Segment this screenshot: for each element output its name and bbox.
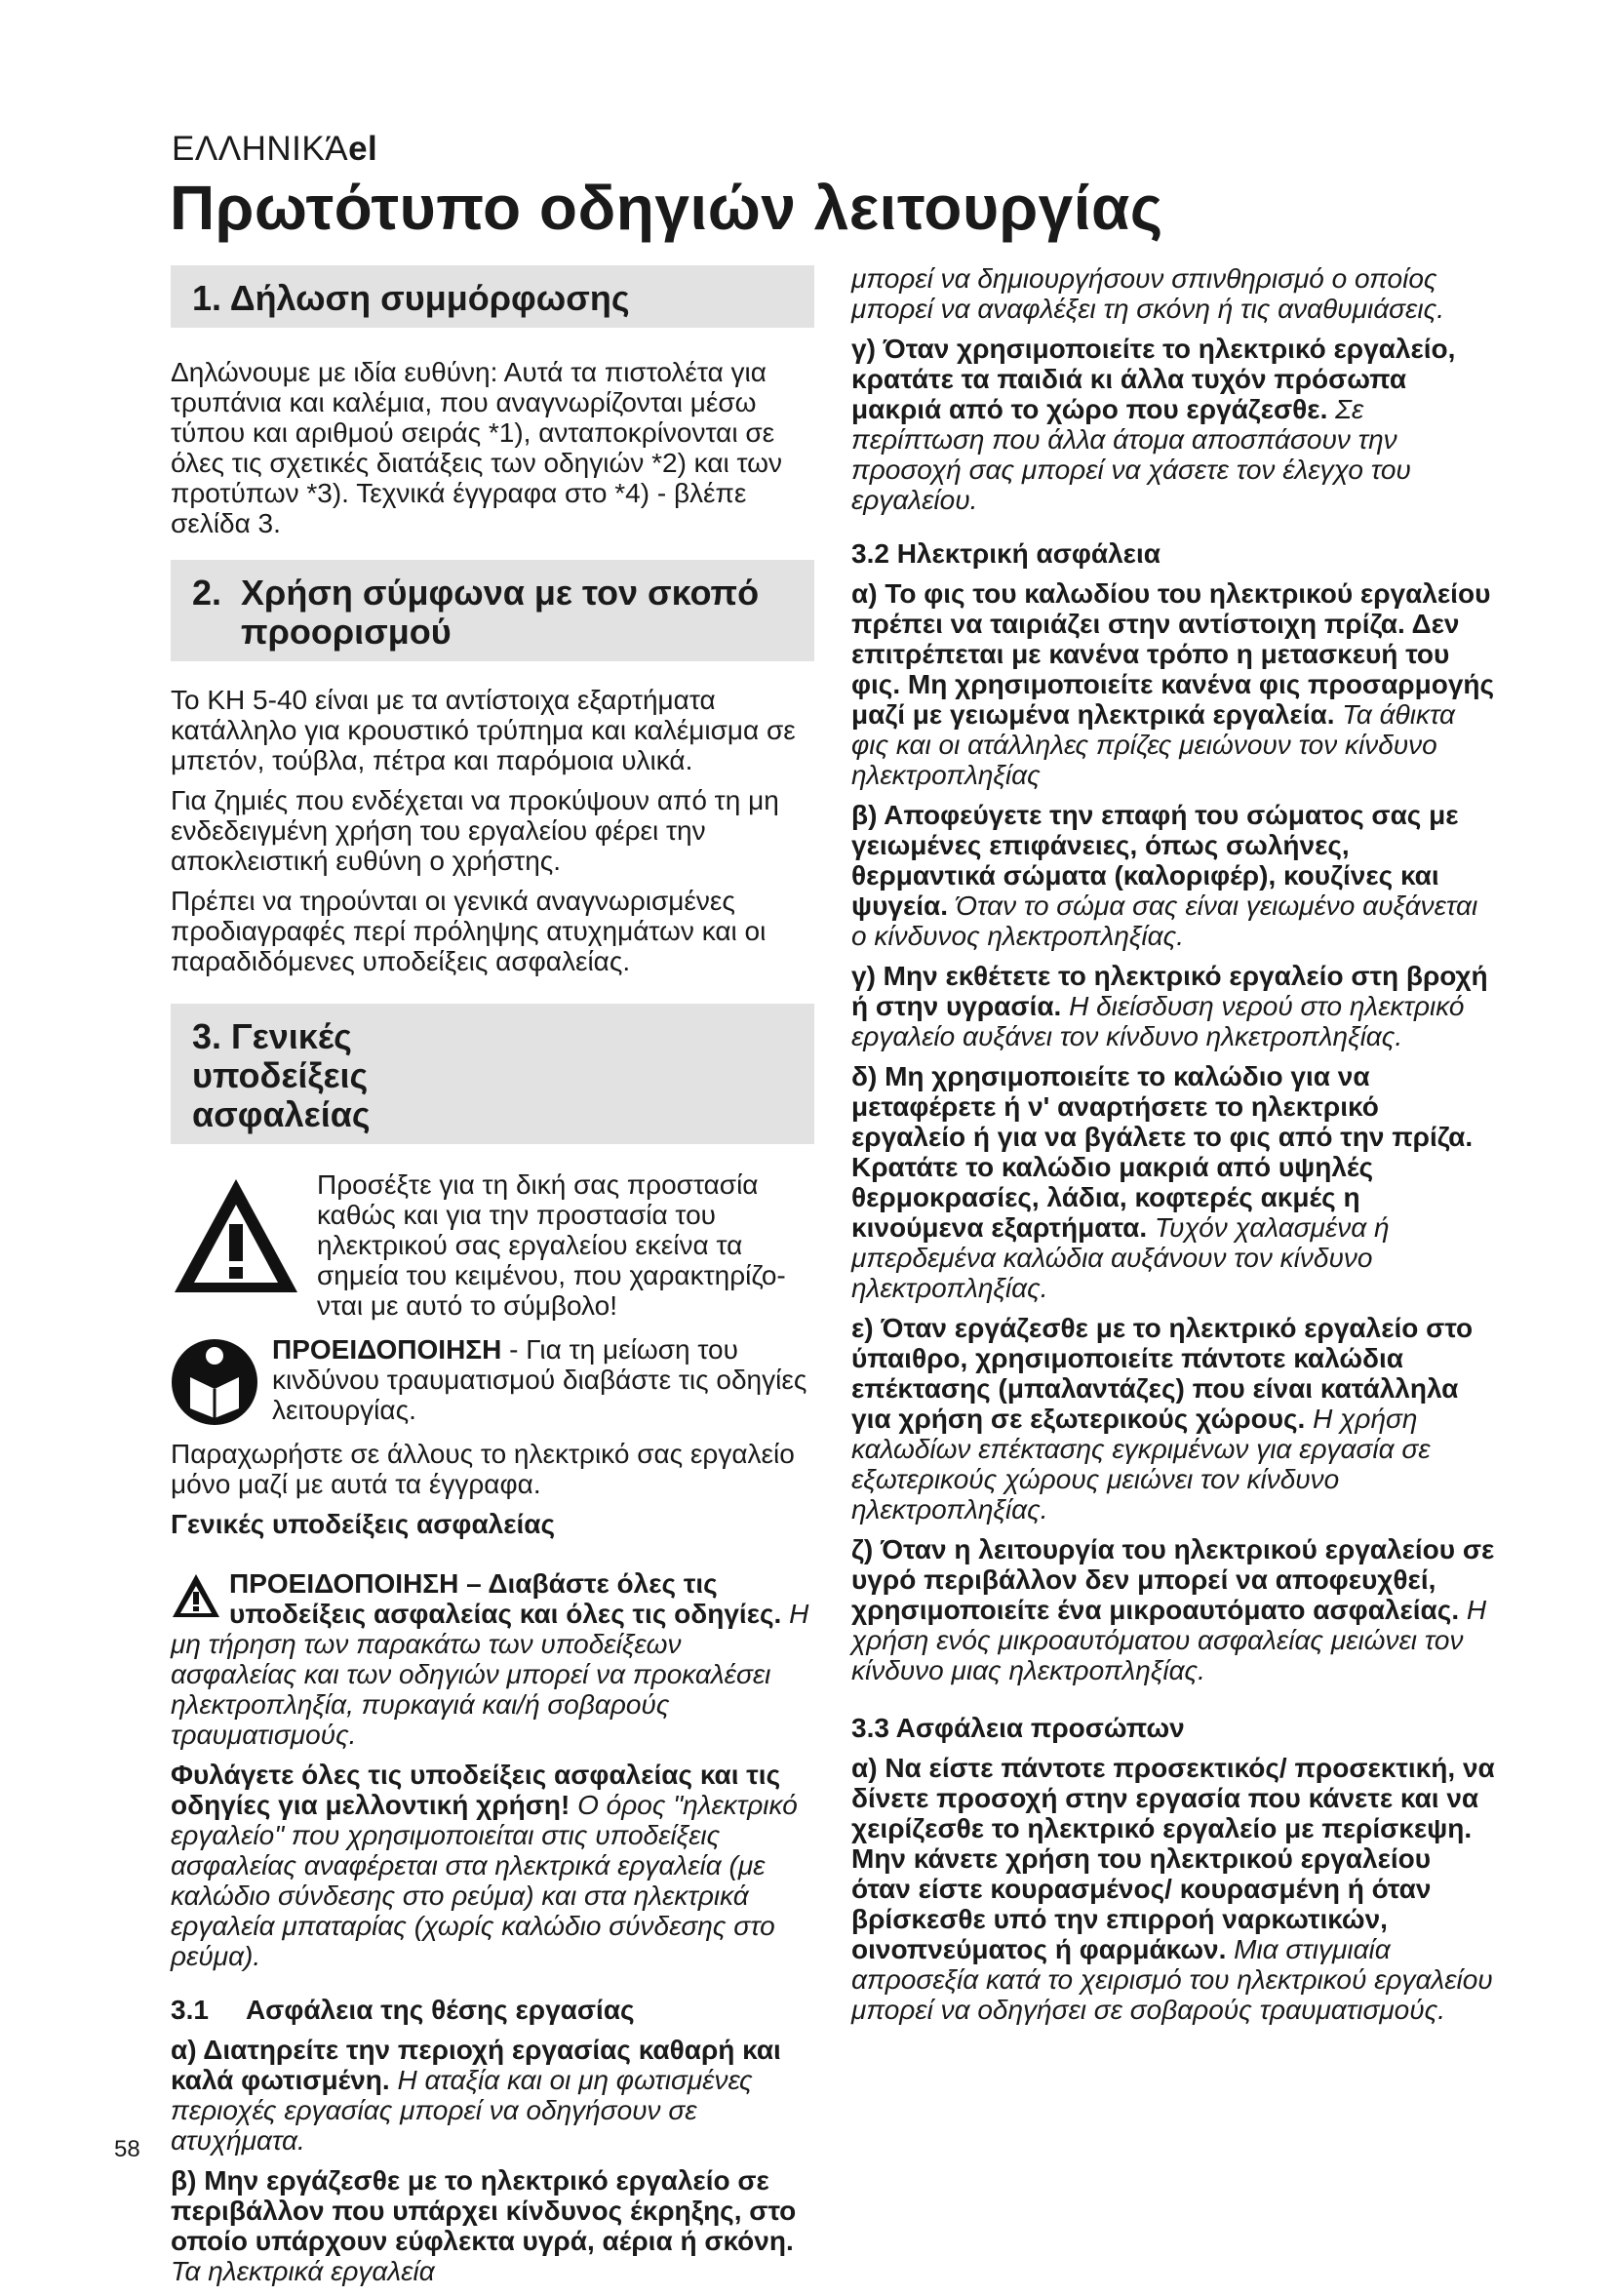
section-3-3-heading: 3.3 Ασφάλεια προσώπων	[851, 1713, 1185, 1743]
electric-a-italic: Τα άθικτα φις και οι ατάλληλες πρίζες μειώνουν τον κίνδυνο ηλεκτροπληξίας	[851, 699, 1456, 790]
section-3-2-heading: 3.2 Ηλεκτρική ασφάλεια	[851, 538, 1161, 569]
keep-instructions	[171, 1760, 814, 1971]
electric-a-bold: α) Το φις του καλωδίου του ηλεκτρικού εργαλείου πρέπει να ταιριάζει στην αντίστοιχη πρίζα. Δεν επιτρέπεται με κανένα τρόπο η μετασκευή του φις. Μη χρησιμοποιείτε κανένα φις προσαρμογής μαζί με γειωμένα ηλεκτρικά εργαλεία.	[851, 578, 1495, 730]
read-all-warning	[171, 1568, 814, 1750]
work-area-b	[171, 2165, 814, 2286]
personal-a	[851, 1753, 1495, 2025]
read-manual-text	[171, 1334, 814, 1425]
personal-a-bold: α) Να είστε πάντοτε προσεκτικός/ προσεκτική, να δίνετε προσοχή στην εργασία που κάνετε και να χειρίζεσθε το ηλεκτρικό εργαλείο με περίσκεψη. Μην κάνετε χρήση του ηλεκτρικού εργαλείου όταν είστε κουρασμένος/ κουρασμένη ή όταν βρίσκεσθε υπό την επιρροή ναρκωτικών, οινοπνεύματος ή φαρμάκων.	[851, 1753, 1495, 1964]
read-manual-warning	[171, 1334, 814, 1435]
pass-on-text: Παραχωρήστε σε άλλους το ηλεκτρικό σας εργαλείο μόνο μαζί με αυτά τα έγγραφα.	[171, 1439, 795, 1499]
general-safety-heading: Γενικές υποδείξεις ασφαλείας	[171, 1509, 556, 1539]
electric-b-italic: Όταν το σώμα σας είναι γειωμένο αυξάνεται ο κίνδυνος ηλεκτροπληξίας.	[851, 891, 1478, 951]
work-area-a	[171, 2035, 814, 2156]
section-1-heading: 1. Δήλωση συμμόρφωσης	[171, 265, 814, 328]
electric-g-bold: γ) Μην εκθέτετε το ηλεκτρικό εργαλείο στη βροχή ή στην υγρασία.	[851, 961, 1488, 1021]
section-2-number: 2.	[192, 573, 222, 613]
page-number: 58	[114, 2136, 140, 2162]
work-area-g-italic: Σε περίπτωση που άλλα άτομα αποσπάσουν την προσοχή σας μπορεί να χάσετε τον έλεγχο του εργαλείου.	[851, 394, 1411, 515]
small-warning-triangle-icon	[171, 1572, 221, 1619]
electric-d-bold: δ) Μη χρησιμοποιείτε το καλώδιο για να μεταφέρετε ή ν' αναρτήσετε το ηλεκτρικό εργαλείο ή για να βγάλετε το φις από την πρίζα. Κρατάτε το καλώδιο μακριά από υψηλές θερμοκρασίες, λάδια, κοφτερές ακμές η κινούμενα εξαρτήματα.	[851, 1061, 1474, 1243]
electric-b-bold: β) Αποφεύγετε την επαφή του σώματος σας με γειωμένες επιφάνειες, όπως σωλήνες, θερμαντικά σώματα (καλοριφέρ), κουζίνες και ψυγεία.	[851, 800, 1459, 921]
work-area-b-bold: β) Μην εργάζεσθε με το ηλεκτρικό εργαλείο σε περιβάλλον που υπάρχει κίνδυνος έκρηξης, στο οποίο υπάρχουν εύφλεκτα υγρά, αέρια ή σκόνη.	[171, 2165, 797, 2256]
electric-b	[851, 800, 1495, 951]
symbol-explanation	[171, 1169, 814, 1330]
electric-z-bold: ζ) Όταν η λειτουργία του ηλεκτρικού εργαλείου σε υγρό περιβάλλον δεν μπορεί να αποφευχθεί, χρησιμοποιείτε ένα μικροαυτόματο ασφαλείας.	[851, 1534, 1495, 1625]
keep-italic: Ο όρος "ηλεκτρικό εργαλείο" που χρησιμοποιείται στις υποδείξεις ασφαλείας αναφέρεται στα ηλεκτρικά εργαλεία (με καλώδιο σύνδεσης στο ρεύμα) και στα ηλεκτρικά εργαλεία μπαταρίας (χωρίς καλώδιο σύνδεσης στο ρεύμα).	[171, 1790, 798, 1971]
section-1-body: Δηλώνουμε με ιδία ευθύνη: Αυτά τα πιστολέτα για τρυπάνια και καλέμια, που αναγνωρίζονται μέσω τύπου και αριθμού σειράς *1), ανταποκρίνονται σε όλες τις σχετικές διατάξεις των οδηγιών *2) και των προτύπων *3). Τεχνικά έγγραφα στο *4) - βλέπε σελίδα 3.	[171, 357, 783, 538]
read-all-italic: Η μη τήρηση των παρακάτω των υποδείξεων ασφαλείας και των οδηγιών μπορεί να προκαλέσει ηλεκτροπληξία, πυρκαγιά και/ή σοβαρούς τραυματισμούς.	[171, 1599, 809, 1750]
section-2-para-2: Για ζημιές που ενδέχεται να προκύψουν από τη μη ενδεδειγμένη χρήση του εργαλείου φέρει την αποκλειστική ευθύνη ο χρήστης.	[171, 785, 779, 876]
section-2-para-3: Πρέπει να τηρούνται οι γενικά αναγνωρισμένες προδιαγραφές περί πρόληψης ατυχημάτων και οι παραδιδόμενες υποδείξεις ασφαλείας.	[171, 886, 767, 976]
electric-a	[851, 578, 1495, 790]
section-3-1-number: 3.1	[171, 1995, 209, 2025]
electric-d-italic: Τυχόν χαλασμένα ή μπερδεμένα καλώδια αυξάνουν τον κίνδυνο ηλεκτροπληξίας.	[851, 1212, 1390, 1303]
warning-triangle-icon	[171, 1175, 305, 1298]
work-area-g	[851, 334, 1495, 515]
read-all-text	[171, 1568, 814, 1750]
electric-d	[851, 1061, 1495, 1303]
electric-z	[851, 1534, 1495, 1685]
language-label: ΕΛΛΗΝΙΚΆel	[172, 130, 378, 168]
work-area-a-italic: Η αταξία και οι μη φωτισμένες περιοχές εργασίας μπορεί να οδηγήσουν σε ατυχήματα.	[171, 2065, 753, 2156]
section-2-heading	[171, 560, 814, 661]
warning-text: - Για τη μείωση του κινδύνου τραυματισμού διαβάστε τις οδηγίες λειτουργίας.	[272, 1334, 807, 1425]
continued-text: μπορεί να δημιουργήσουν σπινθηρισμό ο οποίος μπορεί να αναφλέξει τη σκόνη ή τις αναθυμιάσεις.	[851, 263, 1444, 324]
section-3-1-title: Ασφάλεια της θέσης εργασίας	[245, 1995, 635, 2025]
electric-e	[851, 1313, 1495, 1524]
electric-g	[851, 961, 1495, 1051]
work-area-b-italic: Τα ηλεκτρικά εργαλεία	[171, 2256, 435, 2286]
warning-label: ΠΡΟΕΙΔΟΠΟΙΗΣΗ	[272, 1334, 502, 1365]
read-manual-icon	[171, 1338, 258, 1426]
right-column	[851, 263, 1495, 2035]
symbol-text: Προσέξτε για τη δική σας προστασία καθώς και για την προστασία του ηλεκτρικού σας εργαλείου εκείνα τα σημεία του κειμένου, που χαρακτηρίζο-νται με αυτό το σύμβολο!	[317, 1169, 786, 1321]
page-title: Πρωτότυπο οδηγιών λειτουργίας	[170, 173, 1163, 243]
electric-g-italic: Η διείσδυση νερού στο ηλεκτρικό εργαλείο αυξάνει τον κίνδυνο ηλκετροπληξίας.	[851, 991, 1465, 1051]
electric-e-italic: Η χρήση καλωδίων επέκτασης εγκριμένων για εργασία σε εξωτερικούς χώρους μειώνει τον κίνδυνο ηλεκτροπληξίας.	[851, 1404, 1431, 1524]
section-2-para-1: Το KH 5-40 είναι με τα αντίστοιχα εξαρτήματα κατάλληλο για κρουστικό τρύπημα και καλέμισμα σε μπετόν, τούβλα, πέτρα και παρόμοια υλικά.	[171, 685, 796, 775]
work-area-g-bold: γ) Όταν χρησιμοποιείτε το ηλεκτρικό εργαλείο, κρατάτε τα παιδιά κι άλλα τυχόν πρόσωπα μακριά από το χώρο που εργάζεσθε.	[851, 334, 1456, 424]
electric-e-bold: ε) Όταν εργάζεσθε με το ηλεκτρικό εργαλείο στο ύπαιθρο, χρησιμοποιείτε πάντοτε καλώδια επέκτασης (μπαλαντάζες) που είναι κατάλληλα για χρήση σε εξωτερικούς χώρους.	[851, 1313, 1474, 1434]
section-3-1-heading	[171, 1995, 814, 2025]
read-all-bold: ΠΡΟΕΙΔΟΠΟΙΗΣΗ – Διαβάστε όλες τις υποδείξεις ασφαλείας και όλες τις οδηγίες.	[229, 1568, 782, 1629]
electric-z-italic: Η χρήση ενός μικροαυτόματου ασφαλείας μειώνει τον κίνδυνο μιας ηλεκτροπληξίας.	[851, 1595, 1487, 1685]
keep-bold: Φυλάγετε όλες τις υποδείξεις ασφαλείας και τις οδηγίες για μελλοντική χρήση!	[171, 1760, 781, 1820]
work-area-a-bold: α) Διατηρείτε την περιοχή εργασίας καθαρή και καλά φωτισμένη.	[171, 2035, 781, 2095]
left-column	[171, 265, 814, 2296]
personal-a-italic: Μια στιγμιαία απροσεξία κατά το χειρισμό του ηλεκτρικού εργαλείου μπορεί να οδηγήσει σε σοβαρούς τραυματισμούς.	[851, 1934, 1493, 2025]
section-2-title: Χρήση σύμφωνα με τον σκοπό προορισμού	[241, 573, 760, 652]
section-3-heading: 3. Γενικές υποδείξεις ασφαλείας	[171, 1004, 814, 1144]
